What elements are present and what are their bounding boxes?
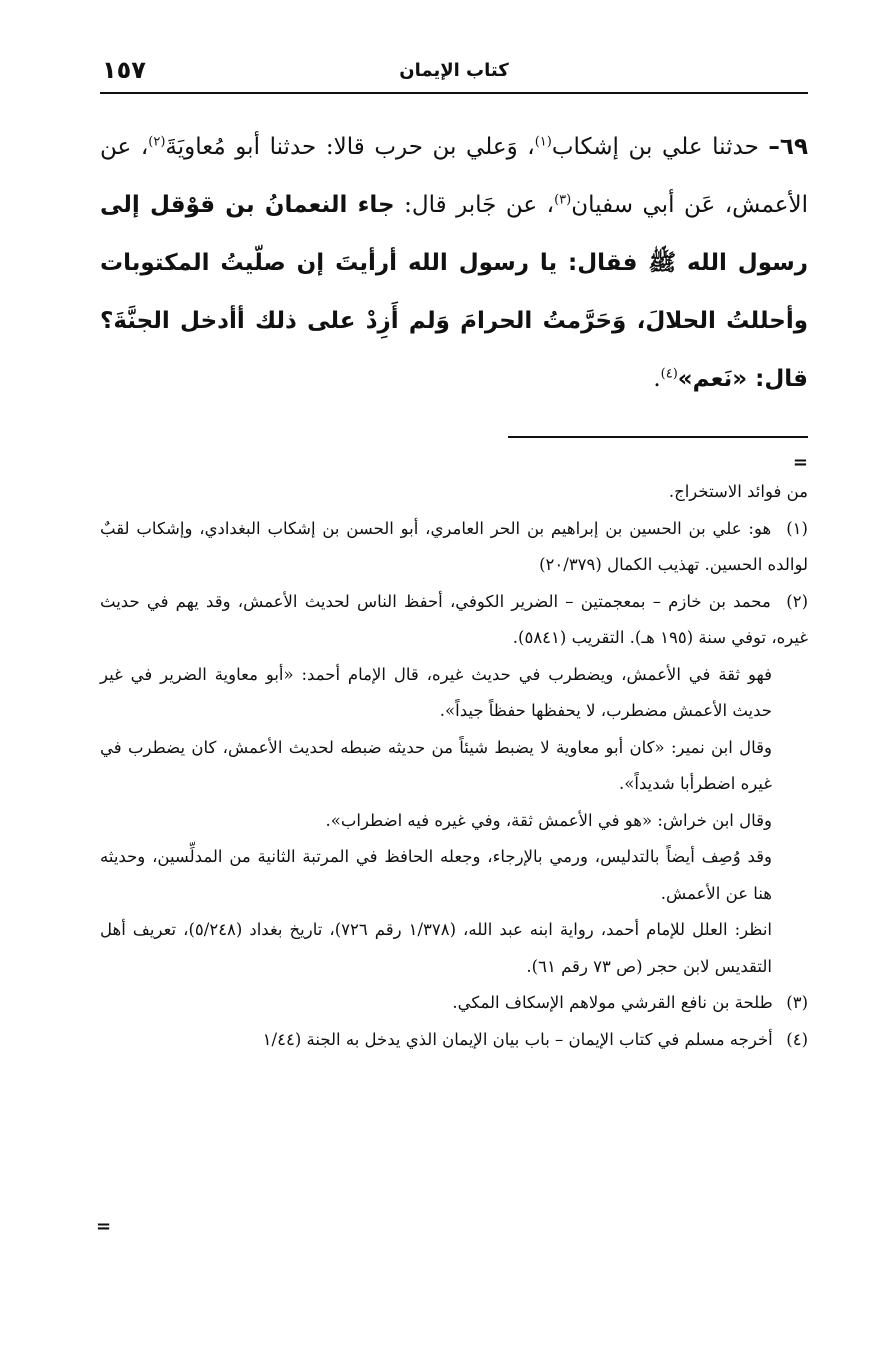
footnote-1-text: هو: علي بن الحسين بن إبراهيم بن الحر العامري، أبو الحسن بن إشكاب البغدادي، وإشكاب لقبٌ لوالده الحسين. تهذيب الكمال (٢٠/٣٧٩) xyxy=(100,518,808,574)
isnad-part-3: ، عن الأعمش، عَن أبي سفيان xyxy=(100,134,808,218)
isnad-part-2: ، وَعلي بن حرب قالا: حدثنا أبو مُعاويَةَ xyxy=(165,134,535,160)
footnote-2-paragraph-4: وقد وُصِف أيضاً بالتدليس، ورمي بالإرجاء، وجعله الحافظ في المرتبة الثانية من المدلِّسين، وحديثه هنا عن الأعمش. xyxy=(100,847,772,903)
hadith-matn: جاء النعمانُ بن قوْقل إلى رسول الله ﷺ فقال: يا رسول الله أرأيتَ إن صلّيتُ المكتوبات وأحللتُ الحلالَ، وَحَرَّمتُ الحرامَ وَلم أَزِدْ على ذلك أأدخل الجنَّةَ؟ قال: «نَعم» xyxy=(100,192,808,392)
isnad-part-4: ، عن جَابر قال: xyxy=(394,192,555,218)
footnote-2 xyxy=(100,584,808,657)
footnote-3 xyxy=(100,985,808,1022)
footnote-4 xyxy=(100,1022,808,1059)
footnote-2-text: محمد بن خازم – بمعجمتين – الضرير الكوفي، أحفظ الناس لحديث الأعمش، وقد يهم في حديث غيره، توفي سنة (١٩٥ هـ). التقريب (٥٨٤١). xyxy=(100,591,808,647)
footnote-2-paragraph-3: وقال ابن خراش: «هو في الأعمش ثقة، وفي غيره فيه اضطراب». xyxy=(325,810,772,830)
footnote-ref-1[interactable]: (١) xyxy=(534,134,552,150)
footnote-1-number: (١) xyxy=(786,518,808,538)
footnote-4-text: أخرجه مسلم في كتاب الإيمان – باب بيان الإيمان الذي يدخل به الجنة (١/٤٤ xyxy=(262,1029,773,1049)
footnote-2-number: (٢) xyxy=(786,591,809,611)
chapter-title: كتاب الإيمان xyxy=(399,60,509,81)
hadith-end: . xyxy=(653,366,661,392)
page-header xyxy=(100,56,808,92)
footnote-3-text: طلحة بن نافع القرشي مولاهم الإسكاف المكي. xyxy=(452,993,773,1012)
footnote-carryover: من فوائد الاستخراج. xyxy=(668,482,808,501)
footnote-3-number: (٣) xyxy=(786,993,808,1012)
hadith-number: ٦٩– xyxy=(768,134,808,160)
continuation-mark-bottom: = xyxy=(96,1216,112,1237)
footnote-2-paragraph-5: انظر: العلل للإمام أحمد، رواية ابنه عبد الله، (١/٣٧٨ رقم ٧٢٦)، تاريخ بغداد (٥/٢٤٨)، تعريف أهل التقديس لابن حجر (ص ٧٣ رقم ٦١). xyxy=(100,920,772,976)
footnote-ref-4[interactable]: (٤) xyxy=(660,366,678,382)
isnad-part-1: حدثنا علي بن إشكاب xyxy=(551,134,769,160)
footnote-ref-3[interactable]: (٣) xyxy=(554,192,572,208)
page-number: ١٥٧ xyxy=(102,56,146,84)
footnotes xyxy=(100,474,808,1058)
continuation-mark-top: = xyxy=(792,452,808,473)
footnote-4-number: (٤) xyxy=(786,1029,808,1049)
footnote-separator xyxy=(508,436,808,438)
header-rule xyxy=(100,92,808,94)
footnote-ref-2[interactable]: (٢) xyxy=(148,134,166,150)
hadith-text xyxy=(100,118,808,408)
footnote-1 xyxy=(100,511,808,584)
footnote-2-paragraph-1: فهو ثقة في الأعمش، ويضطرب في حديث غيره، قال الإمام أحمد: «أبو معاوية الضرير في غير حديث الأعمش مضطرب، لا يحفظها حفظاً جيداً». xyxy=(100,664,772,720)
footnote-2-paragraph-2: وقال ابن نمير: «كان أبو معاوية لا يضبط شيئاً من حديثه ضبطه لحديث الأعمش، كان يضطرب في غيره اضطرأبا شديداً». xyxy=(100,737,772,793)
